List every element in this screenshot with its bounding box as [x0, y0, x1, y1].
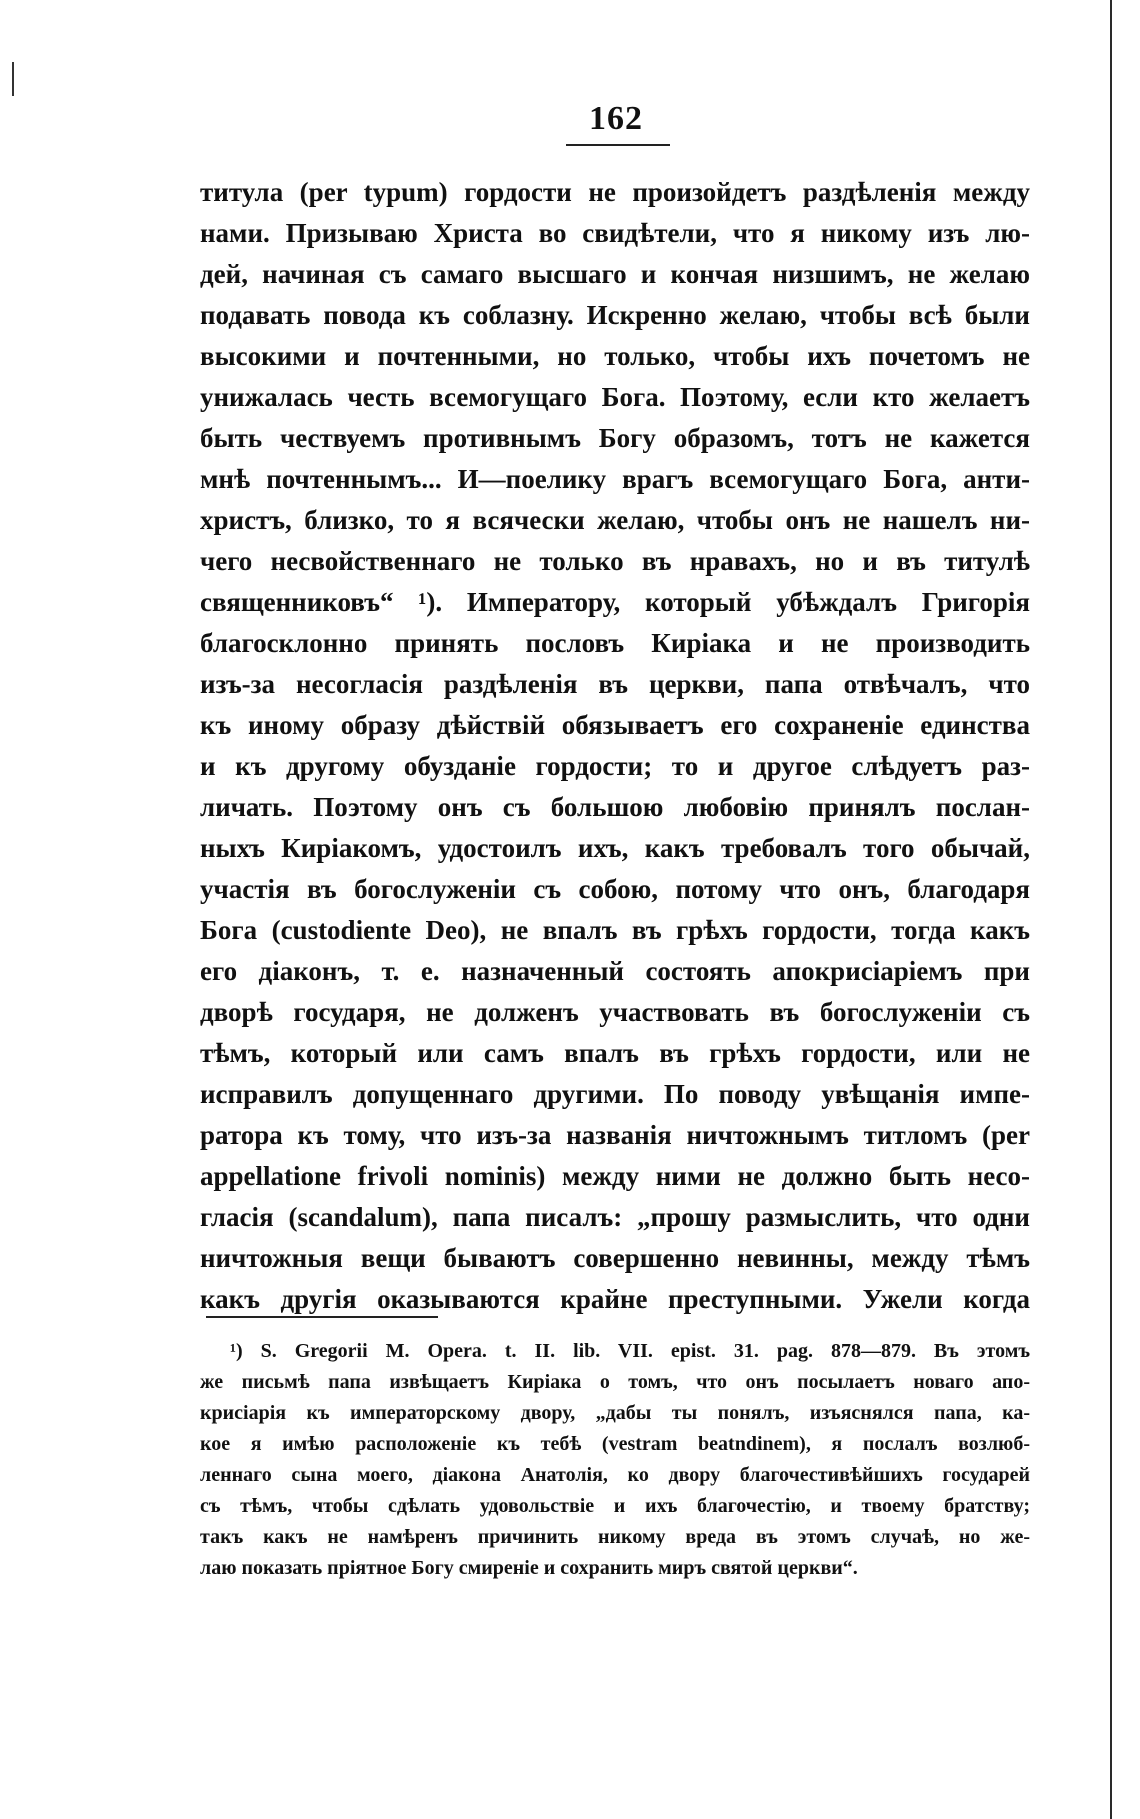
text-line: какъ другія оказываются крайне преступными. Ужели когда: [200, 1284, 1030, 1314]
text-line: изъ-за несогласія раздѣленія въ церкви, папа отвѣчалъ, что: [200, 669, 1030, 699]
footnote-line: съ тѣмъ, чтобы сдѣлать удовольствіе и ихъ благочестію, и твоему братству;: [200, 1495, 1030, 1517]
text-line: дей, начиная съ самаго высшаго и кончая низшимъ, не желаю: [200, 259, 1030, 289]
footnote-line: крисіарія къ императорскому двору, „дабы ты понялъ, изъяснялся папа, ка-: [200, 1402, 1030, 1424]
text-line: его діаконъ, т. е. назначенный состоять апокрисіаріемъ при: [200, 956, 1030, 986]
text-line: унижалась честь всемогущаго Бога. Поэтому, если кто желаетъ: [200, 382, 1030, 412]
text-line: Бога (custodiente Deo), не впалъ въ грѣхъ гордости, тогда какъ: [200, 915, 1030, 945]
footnote-line: такъ какъ не намѣренъ причинить никому вреда въ этомъ случаѣ, но же-: [200, 1526, 1030, 1548]
text-line: христъ, близко, то я всячески желаю, чтобы онъ не нашелъ ни-: [200, 505, 1030, 535]
footnote-line: кое я имѣю расположеніе къ тебѣ (vestram beatndinem), я послалъ возлюб-: [200, 1433, 1030, 1455]
footnote-line: леннаго сына моего, діакона Анатолія, ко двору благочестивѣйшихъ государей: [200, 1464, 1030, 1486]
footnote-line: ¹) S. Gregorii M. Opera. t. II. lib. VII. epist. 31. pag. 878—879. Въ этомъ: [230, 1340, 1030, 1362]
main-text: [200, 172, 1030, 1320]
text-line: подавать повода къ соблазну. Искренно желаю, чтобы всѣ были: [200, 300, 1030, 330]
scan-margin-mark: [12, 62, 14, 96]
text-line: дворѣ государя, не долженъ участвовать въ богослуженіи съ: [200, 997, 1030, 1027]
text-line: чего несвойственнаго не только въ нравахъ, но и въ титулѣ: [200, 546, 1030, 576]
text-line: гласія (scandalum), папа писалъ: „прошу размыслить, что одни: [200, 1202, 1030, 1232]
footnote-line: лаю показать пріятное Богу смиреніе и сохранить миръ святой церкви“.: [200, 1557, 858, 1579]
text-line: личать. Поэтому онъ съ большою любовію принялъ послан-: [200, 792, 1030, 822]
text-line: мнѣ почтеннымъ... И—поелику врагъ всемогущаго Бога, анти-: [200, 464, 1030, 494]
text-line: ничтожныя вещи бываютъ совершенно невинны, между тѣмъ: [200, 1243, 1030, 1273]
text-line: къ иному образу дѣйствій обязываетъ его сохраненіе единства: [200, 710, 1030, 740]
scan-page-edge: [1110, 0, 1112, 1819]
text-line: участія въ богослуженіи съ собою, потому что онъ, благодаря: [200, 874, 1030, 904]
text-line: и къ другому обузданіе гордости; то и другое слѣдуетъ раз-: [200, 751, 1030, 781]
page-number-rule: [566, 144, 670, 146]
text-line: тѣмъ, который или самъ впалъ въ грѣхъ гордости, или не: [200, 1038, 1030, 1068]
text-line: титула (per typum) гордости не произойдетъ раздѣленія между: [200, 177, 1030, 207]
footnote-line: же письмѣ папа извѣщаетъ Киріака о томъ, что онъ посылаетъ новаго апо-: [200, 1371, 1030, 1393]
text-line: ратора къ тому, что изъ-за названія ничтожнымъ титломъ (per: [200, 1120, 1030, 1150]
text-line: благосклонно принять пословъ Киріака и не производить: [200, 628, 1030, 658]
footnotes: [200, 1336, 1030, 1584]
page-number: 162: [589, 100, 643, 137]
text-line: ныхъ Киріакомъ, удостоилъ ихъ, какъ требовалъ того обычай,: [200, 833, 1030, 863]
footnote-separator: [206, 1316, 438, 1318]
text-line: appellatione frivoli nominis) между ними не должно быть несо-: [200, 1161, 1030, 1191]
text-line: священниковъ“ ¹). Императору, который убѣждалъ Григорія: [200, 587, 1030, 617]
text-line: быть чествуемъ противнымъ Богу образомъ, тотъ не кажется: [200, 423, 1030, 453]
text-line: высокими и почтенными, но только, чтобы ихъ почетомъ не: [200, 341, 1030, 371]
text-line: исправилъ допущеннаго другими. По поводу увѣщанія импе-: [200, 1079, 1030, 1109]
text-line: нами. Призываю Христа во свидѣтели, что я никому изъ лю-: [200, 218, 1030, 248]
